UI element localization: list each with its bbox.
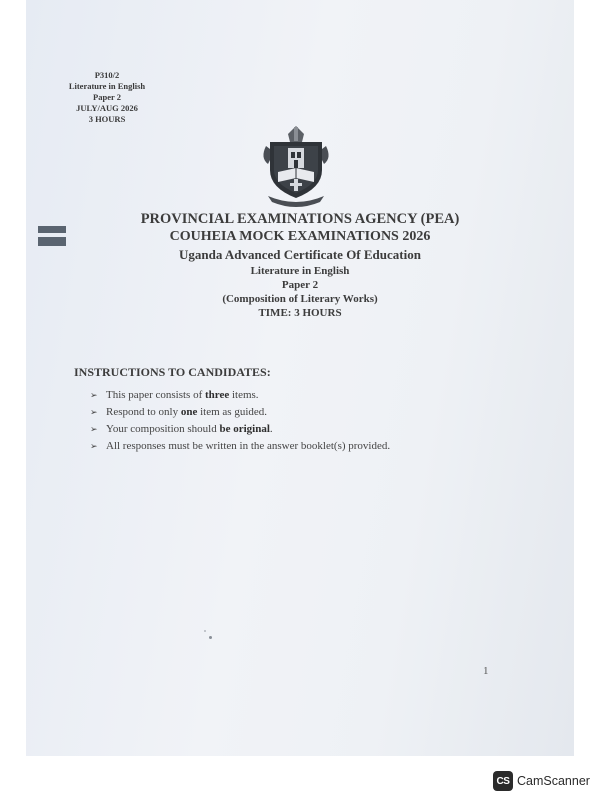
paper-code-block	[52, 70, 162, 125]
instructions-heading: INSTRUCTIONS TO CANDIDATES:	[74, 365, 271, 379]
agency-title: PROVINCIAL EXAMINATIONS AGENCY (PEA)	[140, 211, 460, 227]
paper-session: JULY/AUG 2026	[76, 103, 138, 113]
paper-duration: 3 HOURS	[88, 114, 126, 124]
arrow-bullet-icon: ➢	[90, 391, 98, 401]
paper-title: Paper 2	[281, 279, 319, 291]
instruction-item	[90, 438, 390, 455]
camscanner-logo-icon: CS	[493, 771, 513, 791]
camscanner-watermark	[493, 771, 590, 791]
camscanner-name: CamScanner	[517, 774, 590, 788]
instruction-text: All responses must be written in the answer booklet(s) provided.	[106, 440, 391, 452]
scan-speck	[209, 636, 212, 639]
certificate-title: Uganda Advanced Certificate Of Education	[179, 247, 421, 262]
arrow-bullet-icon: ➢	[90, 408, 98, 418]
paper-number: Paper 2	[93, 92, 121, 102]
instruction-text: Your composition should be original.	[106, 423, 273, 435]
arrow-bullet-icon: ➢	[90, 425, 98, 435]
paper-code: P310/2	[94, 70, 120, 80]
instruction-item	[90, 387, 390, 404]
exam-header	[100, 210, 500, 320]
subject-title: Literature in English	[250, 265, 350, 277]
instructions-list	[90, 387, 390, 455]
institution-crest-icon	[258, 124, 334, 208]
page-edge-marker	[38, 226, 66, 246]
mock-title: COUHEIA MOCK EXAMINATIONS 2026	[169, 229, 431, 244]
instruction-item	[90, 421, 390, 438]
instruction-text: Respond to only one item as guided.	[106, 406, 268, 418]
paper-description: (Composition of Literary Works)	[222, 293, 378, 305]
instruction-item	[90, 404, 390, 421]
time-allowed: TIME: 3 HOURS	[258, 307, 342, 319]
paper-subject: Literature in English	[68, 81, 146, 91]
scan-speck	[204, 630, 206, 632]
page-number: 1	[483, 665, 489, 677]
arrow-bullet-icon: ➢	[90, 442, 98, 452]
instruction-text: This paper consists of three items.	[106, 389, 259, 401]
